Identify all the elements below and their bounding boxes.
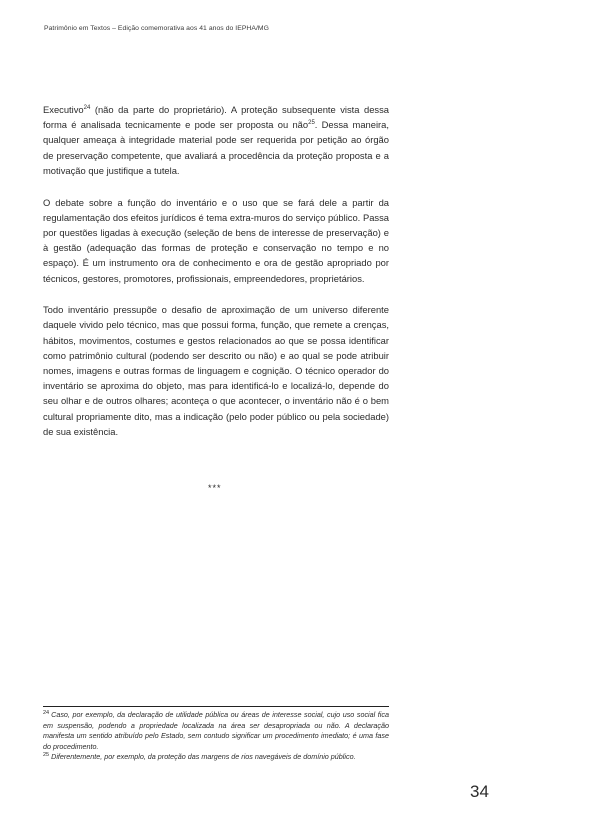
footnote-24 — [43, 710, 389, 752]
footnote-ref-25[interactable]: 25 — [308, 120, 315, 127]
footnotes — [43, 710, 389, 763]
section-separator: *** — [208, 483, 222, 493]
body-text — [43, 102, 389, 439]
footnote-text: Diferentemente, por exemplo, da proteção das margens de rios navegáveis de domínio público. — [51, 752, 356, 762]
footnote-divider — [43, 706, 389, 707]
paragraph-2: O debate sobre a função do inventário e o uso que se fará dele a partir da regulamentação dos efeitos jurídicos é tema extra-muros do serviço público. Passa por questões ligadas à execução (seleção de bens de interesse de preservação) e à gestão (adequação das formas de proteção e conservação no tempo e no espaço). É um instrumento ora de conhecimento e ora de gestão apropriado por técnicos, gestores, promotores, profissionais, empreendedores, proprietários. — [43, 196, 389, 284]
page-number: 34 — [470, 782, 489, 801]
paragraph-1-text-c: . Dessa maneira, qualquer ameaça à integridade material pode ser requerida por petição ao órgão de preservação competente, que avaliará a procedência da proteção proposta e a motivação que justifique a tutela. — [43, 119, 389, 176]
footnote-text: Caso, por exemplo, da declaração de utilidade pública ou áreas de interesse social, cujo uso social fica em suspensão, podendo a propriedade localizada na área ser desapropriada ou não. A declaração manifesta um sentido atribuído pelo Estado, sem contudo significar um procedimento imediato; é uma fase do procedimento. — [43, 710, 389, 751]
footnote-number: 25 — [43, 751, 50, 758]
footnote-25 — [43, 752, 389, 763]
paragraph-1-text-b: (não da parte do proprietário). A proteção subsequente vista dessa forma é analisada tecnicamente e pode ser proposta ou não — [43, 104, 389, 131]
paragraph-3: Todo inventário pressupõe o desafio de aproximação de um universo diferente daquele vivido pelo técnico, mas que possui forma, função, que remete a crenças, hábitos, movimentos, costumes e gestos relacionados ao que se possa identificar como patrimônio cultural (podendo ser descrito ou não) e ao qual se pode atribuir nomes, imagens e outras formas de linguagem e cognição. O técnico operador do inventário se aproxima do objeto, mas para identificá-lo e localizá-lo, depende do seu olhar e de outros olhares; aconteça o que acontecer, o inventário não é o bem cultural propriamente dito, mas a indicação (pelo poder público ou pela sociedade) de sua existência. — [43, 304, 389, 437]
paragraph-1 — [43, 102, 389, 178]
footnote-ref-24[interactable]: 24 — [83, 104, 91, 111]
paragraph-1-text-a: Executivo — [43, 104, 84, 115]
running-header: Patrimônio em Textos – Edição comemorativa aos 41 anos do IEPHA/MG — [44, 25, 269, 32]
footnote-number: 24 — [43, 709, 50, 716]
